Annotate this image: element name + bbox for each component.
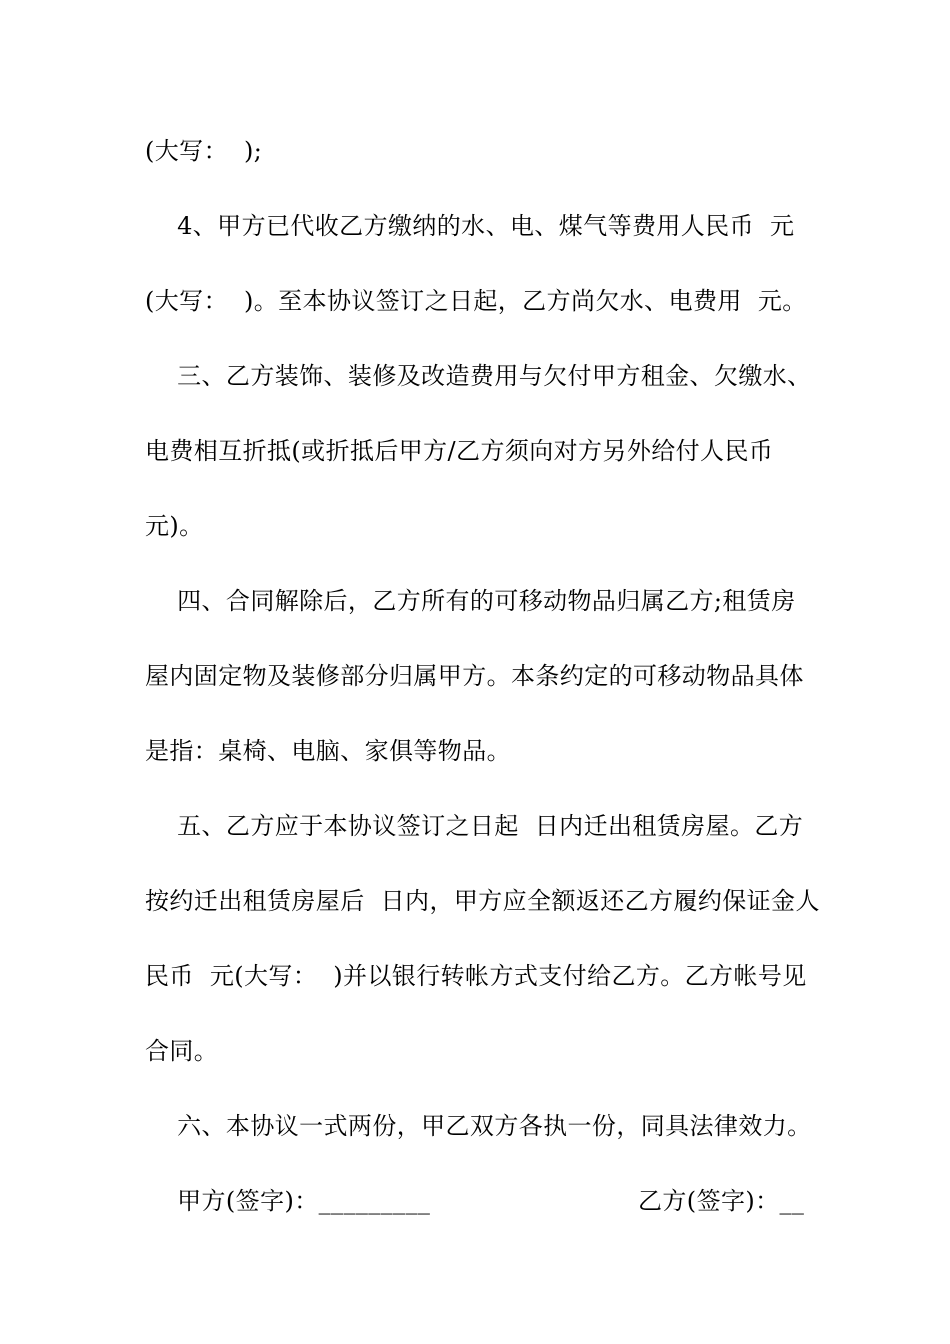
signature-party-a: 甲方(签字)：_________ bbox=[145, 1187, 431, 1215]
text-line: (大写： ); bbox=[145, 137, 263, 165]
signature-party-b: 乙方(签字)：__ bbox=[638, 1187, 805, 1215]
text-line: 六、本协议一式两份，甲乙双方各执一份，同具法律效力。 bbox=[145, 1112, 812, 1140]
text-line: 四、合同解除后，乙方所有的可移动物品归属乙方;租赁房 bbox=[145, 587, 796, 615]
text-line: 五、乙方应于本协议签订之日起 日内迁出租赁房屋。乙方 bbox=[145, 812, 804, 840]
text-line: 合同。 bbox=[145, 1037, 219, 1065]
text-line: (大写： )。至本协议签订之日起，乙方尚欠水、电费用 元。 bbox=[145, 287, 807, 315]
text-line: 元)。 bbox=[145, 512, 204, 540]
text-line: 按约迁出租赁房屋后 日内，甲方应全额返还乙方履约保证金人 bbox=[145, 887, 820, 915]
text-line: 民币 元(大写： )并以银行转帐方式支付给乙方。乙方帐号见 bbox=[145, 962, 807, 990]
text-line: 电费相互折抵(或折抵后甲方/乙方须向对方另外给付人民币 bbox=[145, 437, 774, 465]
text-line: 4、甲方已代收乙方缴纳的水、电、煤气等费用人民币 元 bbox=[145, 212, 795, 240]
text-line: 屋内固定物及装修部分归属甲方。本条约定的可移动物品具体 bbox=[145, 662, 804, 690]
text-line: 三、乙方装饰、装修及改造费用与欠付甲方租金、欠缴水、 bbox=[145, 362, 812, 390]
text-line: 是指：桌椅、电脑、家俱等物品。 bbox=[145, 737, 511, 765]
